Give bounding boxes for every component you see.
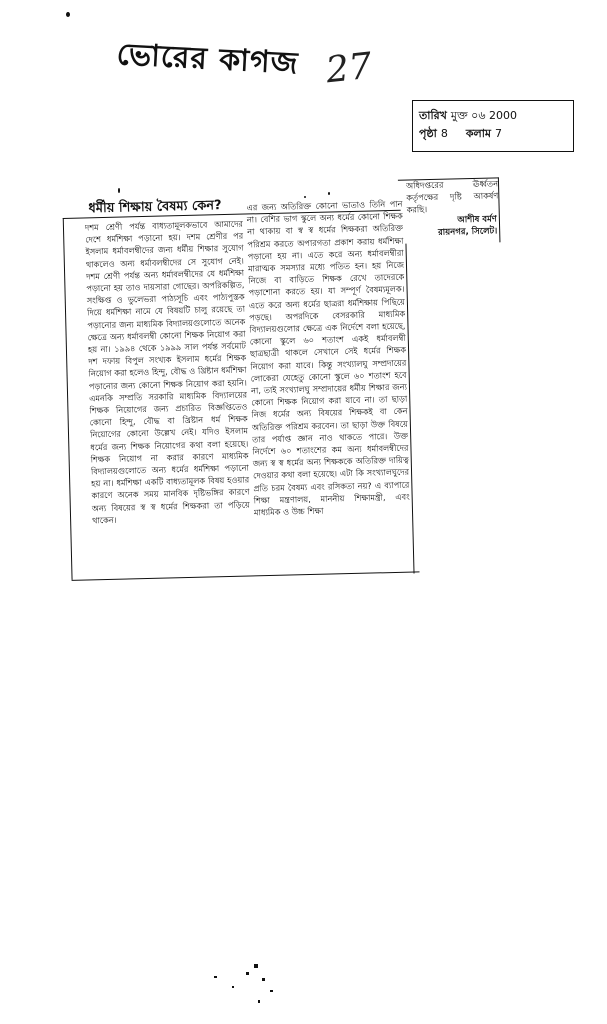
stamp-page-value: 8 [440, 127, 448, 140]
clipping-border [72, 571, 420, 581]
clipping-border [63, 218, 75, 580]
handwritten-number: 27 [323, 45, 374, 92]
stamp-page-label: পৃষ্ঠা [419, 127, 437, 140]
scan-speck [118, 188, 120, 193]
stamp-date-label: তারিখ [419, 109, 447, 122]
newspaper-clipping [62, 177, 508, 584]
author-name: আশীষ বর্মণ [457, 214, 498, 226]
scan-speck [258, 1000, 260, 1003]
scan-speck [214, 976, 217, 978]
scan-speck [270, 990, 273, 992]
author-location: রায়নগর, সিলেট। [437, 226, 498, 238]
article-headline: ধর্মীয় শিক্ষায় বৈষম্য কেন? [88, 198, 222, 217]
scan-speck [254, 964, 258, 968]
scan-speck [232, 986, 234, 988]
author-signature [413, 213, 498, 239]
stamp-column-label: কলাম [465, 127, 492, 140]
scan-speck [262, 978, 265, 981]
date-stamp [412, 100, 574, 152]
article-column-3: অধিদপ্তরের ঊর্ধ্বতন কর্তৃপক্ষের দৃষ্টি আকর্ষণ করছি। [405, 178, 499, 215]
scan-speck [304, 196, 306, 198]
scan-speck [66, 12, 70, 17]
stamp-date-value: মুক্ত ০৬ 2000 [450, 109, 517, 122]
article-column-2: এর জন্য অতিরিক্ত কোনো ভাতাও তিনি পান না। বেশির ভাগ স্কুলে অন্য ধর্মের কোনো শিক্ষক না থাকায় বা স্ব স্ব ধর্মের শিক্ষকরা অতিরিক্ত পরিশ্রম করতে অপারগতা প্রকাশ করায় ধর্মশিক্ষা পড়ানো হয় না। এতে করে অন্য ধর্মাবলম্বীরা মারাত্মক সমস্যার মধ্যে পতিত হন। হয় নিজে নিজে বা বাড়িতে শিক্ষক রেখে তাদেরকে পড়াশোনা করতে হয়। যা সম্পূর্ণ বৈষম্যমূলক। এতে করে অন্য ধর্মের ছাত্ররা ধর্মশিক্ষায় পিছিয়ে পড়ছে। অপরদিকে বেসরকারি মাধ্যমিক বিদ্যালয়গুলোর ক্ষেত্রে এক নির্দেশে বলা হয়েছে, কোনো স্কুলে ৬০ শতাংশ একই ধর্মাবলম্বী ছাত্রছাত্রী থাকলে সেখানে সেই ধর্মের শিক্ষক নিয়োগ করা যাবে। কিন্তু সংখ্যালঘু সম্প্রদায়ের লোকেরা যেহেতু কোনো স্কুলে ৬০ শতাংশ হবে না, তাই সংখ্যালঘু সম্প্রদায়ের ধর্মীয় শিক্ষার জন্য কোনো শিক্ষক নিয়োগ করা যাবে না। তা ছাড়া নিজ ধর্মের অন্য বিষয়ের শিক্ষকই বা কেন অতিরিক্ত পরিশ্রম করবেন। তা ছাড়া উক্ত বিষয়ে তার পর্যাপ্ত জ্ঞান নাও থাকতে পারে। উক্ত নির্দেশে ৬০ শতাংশের কম অন্য ধর্মাবলম্বীদের জন্য স্ব স্ব ধর্মের অন্য শিক্ষককে অতিরিক্ত দায়িত্ব দেওয়ার কথা বলা হয়েছে। এটা কি সংখ্যালঘুদের প্রতি চরম বৈষম্য এবং রসিকতা নয়? এ ব্যাপারে শিক্ষা মন্ত্রণালয়, মাননীয় শিক্ষামন্ত্রী, এবং মাধ্যমিক ও উচ্চ শিক্ষা [246, 198, 410, 518]
scan-speck [328, 192, 330, 195]
scan-speck [246, 972, 249, 975]
newspaper-masthead: ভোরের কাগজ [115, 36, 300, 82]
article-column-1: দশম শ্রেণী পর্যন্ত বাধ্যতামূলকভাবে আমাদের দেশে ধর্মশিক্ষা পড়ানো হয়। দশম শ্রেণীর পর ইসলাম ধর্মাবলম্বীদের জন্য ধর্মীয় শিক্ষার সুযোগ থাকলেও অন্য ধর্মাবলম্বীদের সে সুযোগ নেই। দশম শ্রেণী পর্যন্ত অন্য ধর্মাবলম্বীদের যে ধর্মশিক্ষা পড়ানো হয় তাও দায়সারা গোছের। অপরিকল্পিত, সংক্ষিপ্ত ও ভুলেভরা পাঠ্যসূচি এবং পাঠ্যপুস্তক দিয়ে ধর্মশিক্ষা নামে যে বিষয়টি চালু রয়েছে তা পড়ানোর জন্য মাধ্যমিক বিদ্যালয়গুলোতে অনেক ক্ষেত্রে অন্য ধর্মাবলম্বী কোনো শিক্ষক নিয়োগ করা হয় না। ১৯৯৪ থেকে ১৯৯৯ সাল পর্যন্ত সর্বমোট দশ দফায় বিপুল সংখ্যক ইসলাম ধর্মের শিক্ষক নিয়োগ করা হলেও হিন্দু, বৌদ্ধ ও খ্রিষ্টান ধর্মশিক্ষা পড়ানোর জন্য কোনো শিক্ষক নিয়োগ করা হয়নি। এমনকি সম্প্রতি সরকারি মাধ্যমিক বিদ্যালয়ের শিক্ষক নিয়োগের জন্য প্রচারিত বিজ্ঞপ্তিতেও কোনো হিন্দু, বৌদ্ধ বা খ্রিষ্টান ধর্ম শিক্ষক নিয়োগের কোনো উল্লেখ নেই। যদিও ইসলাম ধর্মের জন্য শিক্ষক নিয়োগের কথা বলা হয়েছে। শিক্ষক নিয়োগ না করার কারণে মাধ্যমিক বিদ্যালয়গুলোতে অন্য ধর্মের ধর্মশিক্ষা পড়ানো হয় না। ধর্মশিক্ষা একটি বাধ্যতামূলক বিষয় হওয়ার কারণে অনেক সময় মানবিক দৃষ্টিভঙ্গির কারণে অন্য বিষয়ের স্ব স্ব ধর্মের শিক্ষকরা তা পড়িয়ে থাকেন। [84, 218, 250, 526]
stamp-column-value: 7 [495, 127, 503, 140]
